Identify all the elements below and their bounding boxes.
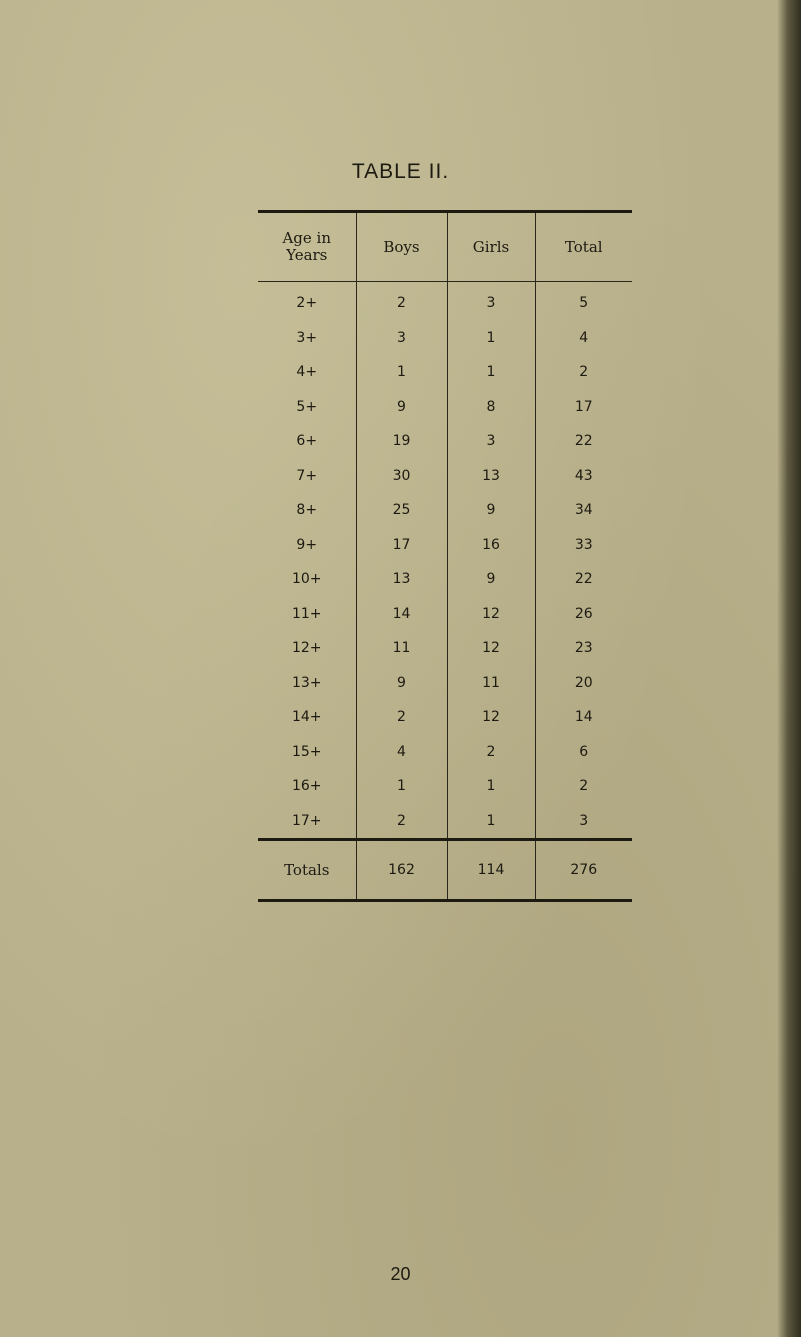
cell-total: 43 [535,459,632,494]
cell-total: 5 [535,282,632,321]
cell-boys: 25 [356,493,447,528]
totals-label: Totals [258,840,356,901]
cell-total: 22 [535,562,632,597]
header-girls: Girls [447,212,535,282]
cell-age: 2+ [296,295,318,312]
table-row [258,804,632,840]
cell-boys: 30 [356,459,447,494]
cell-total: 17 [535,390,632,425]
cell-age: 5+ [296,398,318,415]
cell-age: 11+ [291,605,322,622]
page-title: TABLE II. [351,160,450,183]
cell-boys: 13 [356,562,447,597]
cell-girls: 9 [447,493,535,528]
totals-row [258,840,632,901]
cell-boys: 2 [356,804,447,840]
header-age-line1: Age in [282,229,332,247]
cell-age: 4+ [296,364,318,381]
table-row [258,493,632,528]
cell-total: 34 [535,493,632,528]
cell-boys: 2 [356,700,447,735]
cell-boys: 14 [356,597,447,632]
cell-girls: 13 [447,459,535,494]
cell-girls: 3 [447,424,535,459]
cell-girls: 1 [447,355,535,390]
table-row [258,355,632,390]
cell-age: 10+ [291,571,322,588]
cell-girls: 11 [447,666,535,701]
cell-total: 2 [535,769,632,804]
table-row [258,631,632,666]
table-row [258,390,632,425]
cell-total: 3 [535,804,632,840]
cell-total: 6 [535,735,632,770]
cell-total: 33 [535,528,632,563]
cell-girls: 8 [447,390,535,425]
header-age-line2: Years [286,246,328,264]
cell-boys: 11 [356,631,447,666]
cell-total: 4 [535,321,632,356]
header-age-in-years [258,212,356,282]
cell-total: 20 [535,666,632,701]
cell-total: 23 [535,631,632,666]
cell-boys: 19 [356,424,447,459]
cell-boys: 17 [356,528,447,563]
cell-age: 14+ [291,709,322,726]
page-number: 20 [390,1264,411,1284]
table-row [258,282,632,321]
table-row [258,459,632,494]
cell-boys: 2 [356,282,447,321]
cell-age: 15+ [291,743,322,760]
cell-boys: 1 [356,355,447,390]
cell-girls: 9 [447,562,535,597]
cell-girls: 16 [447,528,535,563]
cell-girls: 12 [447,631,535,666]
table-row [258,597,632,632]
cell-girls: 1 [447,804,535,840]
table-row [258,735,632,770]
cell-total: 2 [535,355,632,390]
cell-age: 17+ [291,812,322,829]
table-row [258,769,632,804]
cell-girls: 1 [447,321,535,356]
cell-boys: 9 [356,390,447,425]
cell-age: 3+ [296,329,318,346]
cell-total: 14 [535,700,632,735]
cell-age: 8+ [296,502,318,519]
cell-boys: 3 [356,321,447,356]
cell-age: 6+ [296,433,318,450]
table-row [258,700,632,735]
cell-age: 13+ [291,674,322,691]
cell-age: 9+ [296,536,318,553]
table-row [258,424,632,459]
cell-boys: 1 [356,769,447,804]
cell-boys: 9 [356,666,447,701]
cell-boys: 4 [356,735,447,770]
table-row [258,528,632,563]
table-header-row [258,212,632,282]
header-total: Total [535,212,632,282]
cell-age: 12+ [291,640,322,657]
cell-girls: 1 [447,769,535,804]
cell-girls: 3 [447,282,535,321]
cell-total: 22 [535,424,632,459]
totals-girls: 114 [447,840,535,901]
table-row [258,562,632,597]
table-row [258,666,632,701]
cell-total: 26 [535,597,632,632]
totals-total: 276 [535,840,632,901]
cell-girls: 2 [447,735,535,770]
cell-age: 16+ [291,778,322,795]
cell-age: 7+ [296,467,318,484]
page-edge-shadow [777,0,801,1337]
cell-girls: 12 [447,700,535,735]
totals-boys: 162 [356,840,447,901]
table-row [258,321,632,356]
header-boys: Boys [356,212,447,282]
cell-girls: 12 [447,597,535,632]
age-distribution-table [258,210,632,902]
